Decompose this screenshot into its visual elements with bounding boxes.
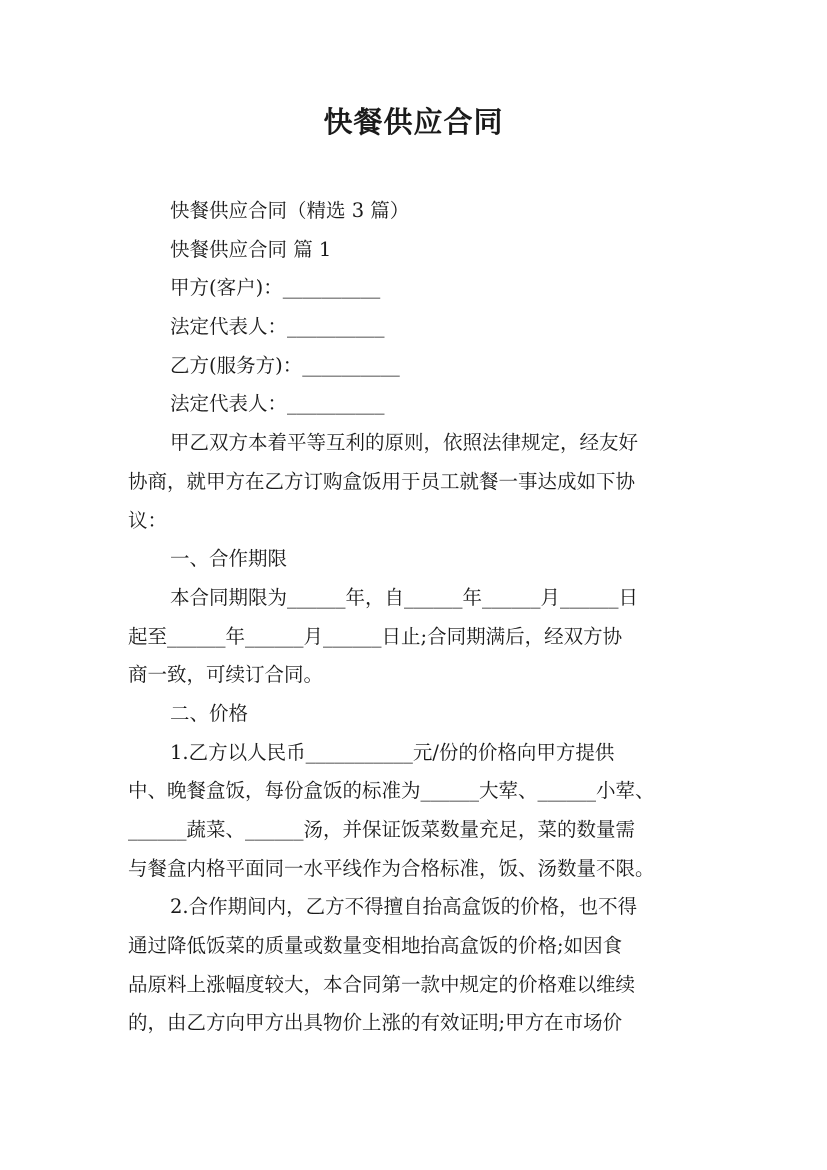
body-line: 快餐供应合同 篇 1 bbox=[170, 237, 332, 261]
document-title: 快餐供应合同 bbox=[323, 105, 504, 139]
body-line: ______蔬菜、______汤，并保证饭菜数量充足，菜的数量需 bbox=[128, 818, 636, 841]
body-line: 品原料上涨幅度较大，本合同第一款中规定的价格难以维续 bbox=[128, 972, 636, 996]
body-line: 与餐盒内格平面同一水平线作为合格标准，饭、汤数量不限。 bbox=[128, 856, 655, 880]
body-line: 起至______年______月______日止;合同期满后，经双方协 bbox=[128, 624, 623, 648]
body-line: 中、晚餐盒饭，每份盒饭的标准为______大荤、______小荤、 bbox=[128, 779, 655, 803]
body-line: 议： bbox=[128, 508, 168, 532]
body-line: 1.乙方以人民币___________元/份的价格向甲方提供 bbox=[170, 740, 615, 764]
body-line: 的，由乙方向甲方出具物价上涨的有效证明;甲方在市场价 bbox=[128, 1011, 623, 1035]
body-line: 协商，就甲方在乙方订购盒饭用于员工就餐一事达成如下协 bbox=[128, 469, 636, 493]
body-line: 法定代表人：__________ bbox=[170, 392, 385, 416]
body-line: 快餐供应合同（精选 3 篇） bbox=[170, 199, 410, 222]
document-body bbox=[128, 192, 704, 1043]
body-line: 2.合作期间内，乙方不得擅自抬高盒饭的价格，也不得 bbox=[170, 895, 638, 919]
body-line: 乙方(服务方)：__________ bbox=[170, 353, 400, 377]
body-line: 甲方(客户)：__________ bbox=[170, 276, 381, 300]
body-line: 一、合作期限 bbox=[170, 547, 288, 571]
body-line: 甲乙双方本着平等互利的原则，依照法律规定，经友好 bbox=[170, 431, 639, 455]
body-line: 本合同期限为______年，自______年______月______日 bbox=[170, 585, 639, 609]
body-line: 商一致，可续订合同。 bbox=[128, 663, 324, 687]
body-line: 二、价格 bbox=[170, 701, 249, 725]
body-line: 法定代表人：__________ bbox=[170, 315, 385, 339]
body-line: 通过降低饭菜的质量或数量变相地抬高盒饭的价格;如因食 bbox=[128, 934, 623, 958]
